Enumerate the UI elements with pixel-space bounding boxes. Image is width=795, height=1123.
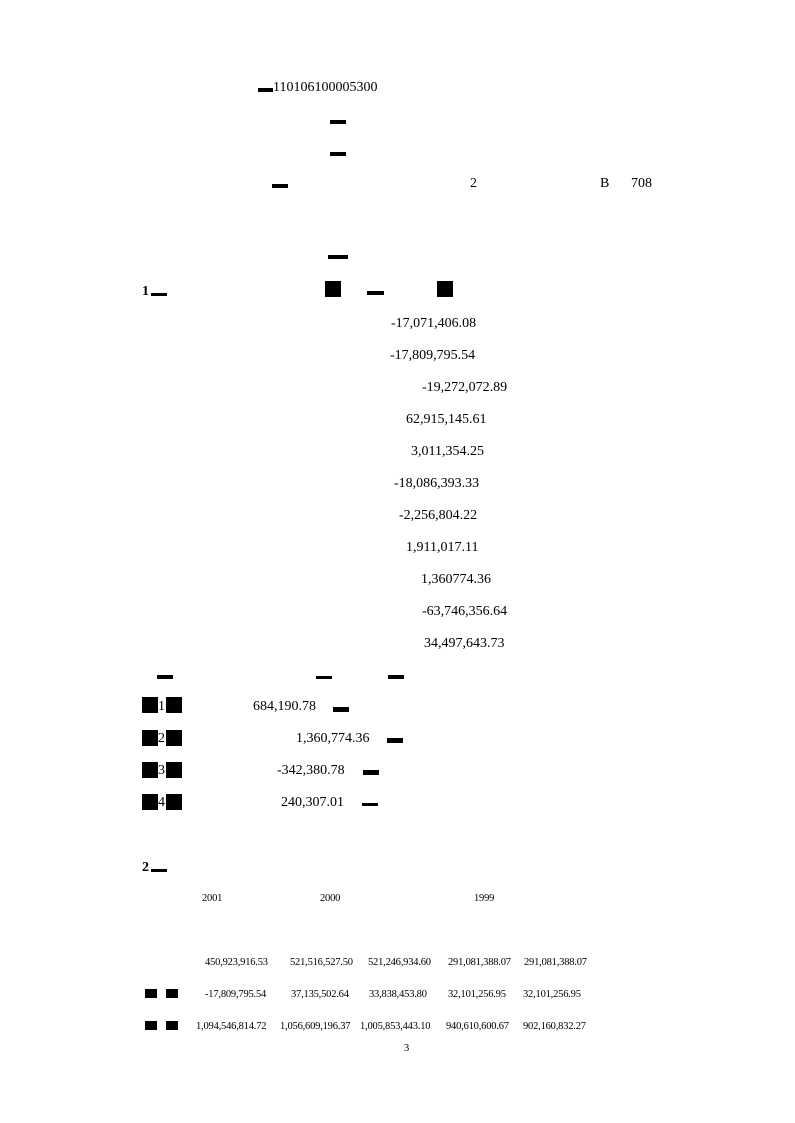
redacted-mark [151,293,167,296]
value-line: -2,256,804.22 [399,508,478,523]
year-header: 2001 [202,893,223,904]
redacted-block [166,794,182,810]
redacted-mark [258,88,273,92]
redacted-mark [387,738,403,743]
table-cell: 521,246,934.60 [368,957,431,968]
redacted-block [166,762,182,778]
redacted-block [166,697,182,713]
table-cell: 32,101,256.95 [448,989,506,1000]
redacted-mark [328,255,348,259]
value-line: -19,272,072.89 [422,380,508,395]
table-cell: 902,160,832.27 [523,1021,586,1032]
redacted-block [142,730,158,746]
table-cell: 33,838,453.80 [369,989,427,1000]
table-cell: 521,516,527.50 [290,957,353,968]
page-number: 3 [404,1043,410,1054]
redacted-mark [330,120,346,124]
redacted-mark [362,803,378,806]
redacted-block [437,281,453,297]
value-line: 1,911,017.11 [406,540,479,555]
document-code: 110106100005300 [273,80,378,95]
table-cell: 291,081,388.07 [524,957,587,968]
value-line: 34,497,643.73 [424,636,505,651]
redacted-block [166,989,178,998]
header-b-value: 708 [631,176,652,191]
redacted-mark [330,152,346,156]
redacted-block [145,989,157,998]
year-header: 2000 [320,893,341,904]
redacted-block [325,281,341,297]
table-cell: 37,135,502.64 [291,989,349,1000]
value-line: -63,746,356.64 [422,604,508,619]
sub-item-number: 4 [158,795,165,810]
sub-item-number: 2 [158,731,165,746]
value-line: 3,011,354.25 [411,444,484,459]
redacted-mark [272,184,288,188]
value-line: -17,809,795.54 [390,348,476,363]
redacted-mark [151,869,167,872]
section-1-marker: 1 [142,284,149,299]
header-b-label: B [600,176,610,191]
redacted-mark [363,770,379,775]
table-cell: 32,101,256.95 [523,989,581,1000]
sub-item-value: 1,360,774.36 [296,731,370,746]
table-cell: 940,610,600.67 [446,1021,509,1032]
table-cell: 291,081,388.07 [448,957,511,968]
header-number: 2 [470,176,477,191]
sub-item-number: 1 [158,699,165,714]
table-cell: 450,923,916.53 [205,957,268,968]
redacted-block [166,730,182,746]
redacted-block [166,1021,178,1030]
redacted-mark [367,291,384,295]
redacted-block [145,1021,157,1030]
redacted-mark [316,676,332,679]
redacted-mark [157,675,173,679]
year-header: 1999 [474,893,495,904]
table-cell: 1,056,609,196.37 [280,1021,351,1032]
value-line: 1,360774.36 [421,572,491,587]
redacted-block [142,697,158,713]
value-line: -17,071,406.08 [391,316,477,331]
redacted-mark [333,707,349,712]
sub-item-value: -342,380.78 [277,763,345,778]
table-cell: -17,809,795.54 [205,989,267,1000]
value-line: -18,086,393.33 [394,476,480,491]
table-cell: 1,005,853,443.10 [360,1021,431,1032]
sub-item-value: 240,307.01 [281,795,344,810]
section-2-marker: 2 [142,860,149,875]
value-line: 62,915,145.61 [406,412,487,427]
table-cell: 1,094,546,814.72 [196,1021,267,1032]
redacted-block [142,762,158,778]
redacted-block [142,794,158,810]
redacted-mark [388,675,404,679]
sub-item-number: 3 [158,763,165,778]
sub-item-value: 684,190.78 [253,699,316,714]
